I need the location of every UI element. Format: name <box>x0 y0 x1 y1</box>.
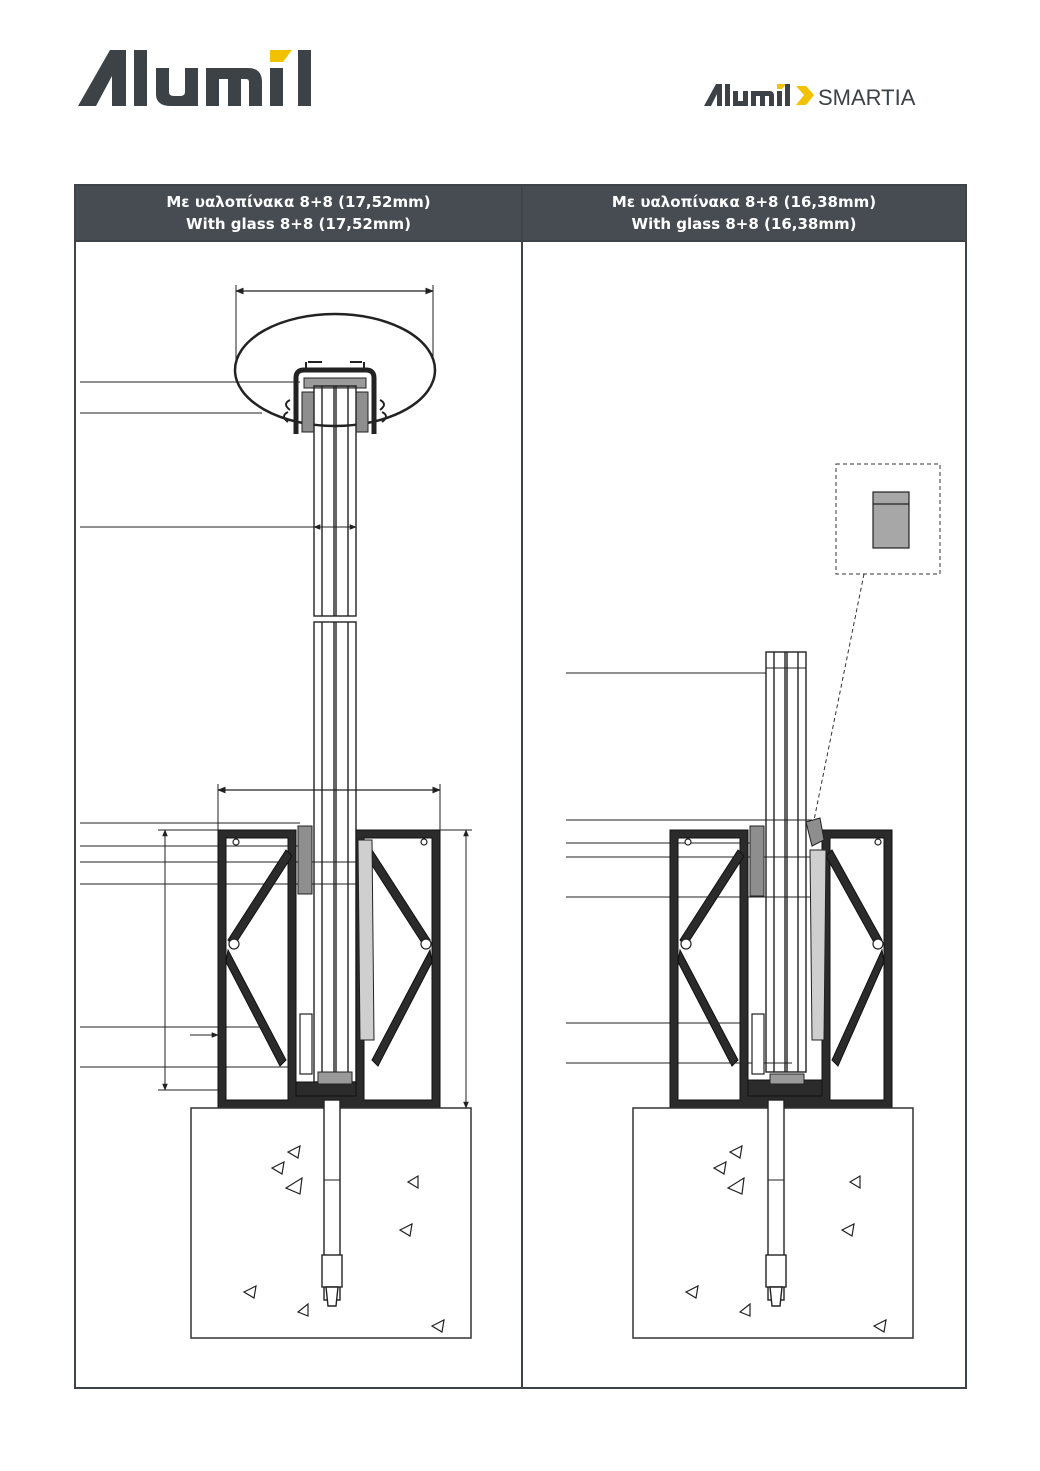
base-profile <box>218 830 440 1108</box>
handrail-gasket-right <box>356 392 368 432</box>
handrail-gasket-left <box>302 392 314 432</box>
panel-title-greek: Με υαλοπίνακα 8+8 (16,38mm) <box>611 193 877 211</box>
right-section <box>566 464 940 1338</box>
panel-title-english: With glass 8+8 (16,38mm) <box>631 215 857 233</box>
callout-leaders <box>566 673 816 1063</box>
detail-gasket <box>873 492 909 548</box>
glass-pane <box>314 386 356 1082</box>
glass-pane <box>766 652 806 1072</box>
clamp-wedge <box>810 850 826 1040</box>
setting-block <box>318 1072 352 1084</box>
left-section <box>80 285 472 1338</box>
setting-block <box>770 1074 804 1084</box>
clamp-gasket-left <box>298 826 312 894</box>
clamp-gasket-right <box>806 818 824 846</box>
base-profile <box>670 830 892 1108</box>
clamp-wedge <box>358 840 374 1040</box>
panel-title-english: With glass 8+8 (17,52mm) <box>186 215 411 233</box>
smartia-wordmark: SMARTIA <box>818 85 916 110</box>
clamp-gasket-left <box>750 826 764 896</box>
panel-title-greek: Με υαλοπίνακα 8+8 (17,52mm) <box>166 193 431 211</box>
